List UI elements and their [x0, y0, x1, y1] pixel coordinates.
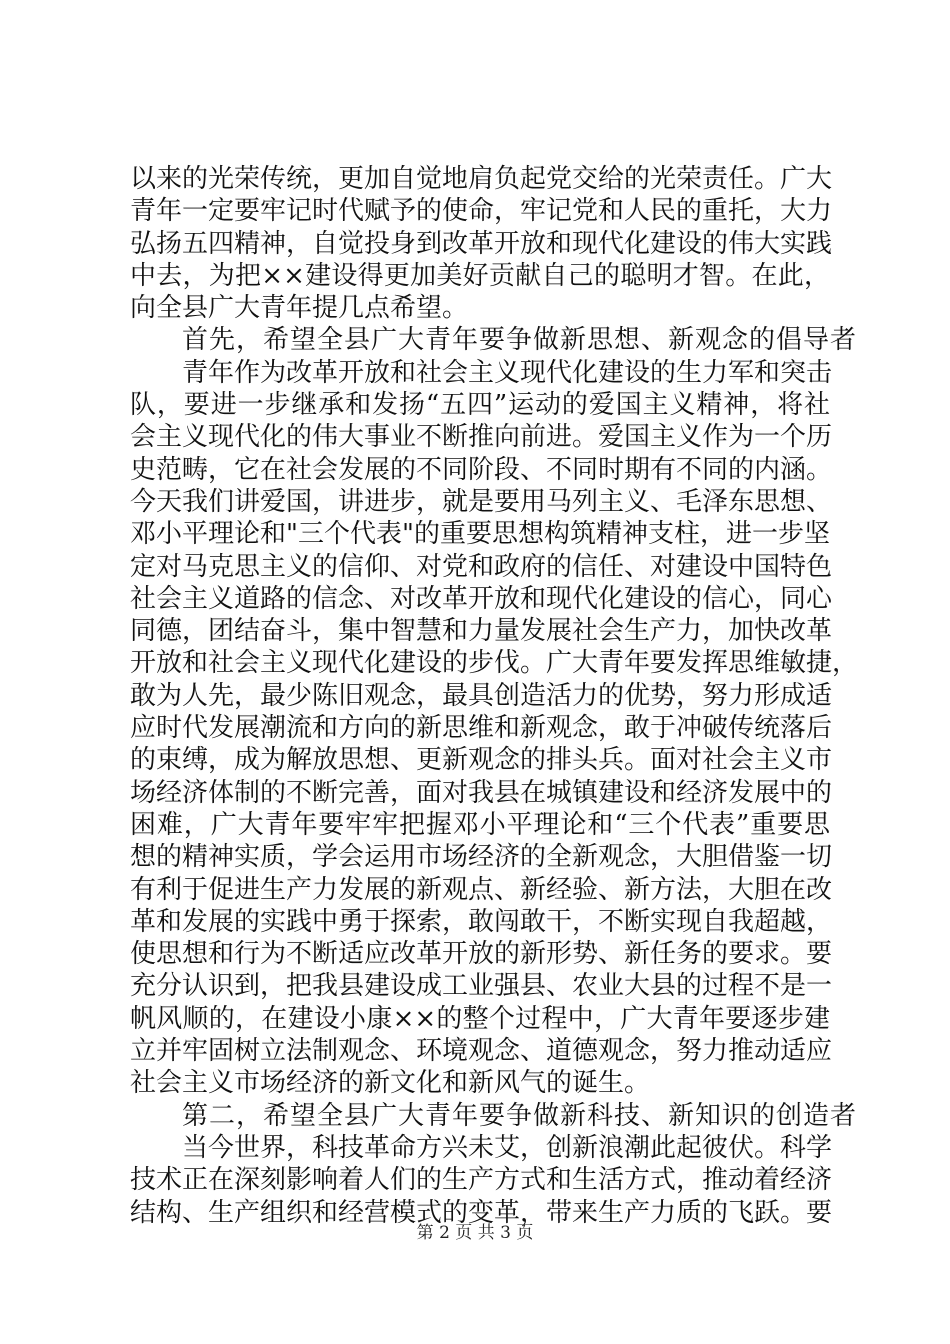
text-line: 帆风顺的，在建设小康××的整个过程中，广大青年要逐步建	[130, 1003, 830, 1034]
text-line: 有利于促进生产力发展的新观点、新经验、新方法，大胆在改	[130, 874, 833, 905]
text-line: 当今世界，科技革命方兴未艾，创新浪潮此起彼伏。科学	[182, 1132, 833, 1163]
text-line: 今天我们讲爱国，讲进步，就是要用马列主义、毛泽东思想、	[130, 486, 833, 517]
text-line: 向全县广大青年提几点希望。	[130, 293, 469, 324]
text-line: 社会主义市场经济的新文化和新风气的诞生。	[130, 1068, 651, 1099]
text-line: 青年一定要牢记时代赋予的使命，牢记党和人民的重托，大力	[130, 196, 833, 227]
text-line: 的束缚，成为解放思想、更新观念的排头兵。面对社会主义市	[130, 745, 833, 776]
text-line: 使思想和行为不断适应改革开放的新形势、新任务的要求。要	[130, 939, 833, 970]
page-footer: 第 2 页 共 3 页	[416, 1223, 534, 1243]
text-line: 中去，为把××建设得更加美好贡献自己的聪明才智。在此，	[130, 260, 830, 291]
text-line: 史范畴，它在社会发展的不同阶段、不同时期有不同的内涵。	[130, 454, 833, 485]
text-line: 充分认识到，把我县建设成工业强县、农业大县的过程不是一	[130, 971, 833, 1002]
section-heading: 第二，希望全县广大青年要争做新科技、新知识的创造者	[182, 1100, 858, 1131]
text-line: 队，要进一步继承和发扬“五四”运动的爱国主义精神，将社	[130, 390, 830, 421]
text-line: 定对马克思主义的信仰、对党和政府的信任、对建设中国特色	[130, 551, 833, 582]
text-line: 敢为人先，最少陈旧观念，最具创造活力的优势，努力形成适	[130, 680, 833, 711]
text-line: 技术正在深刻影响着人们的生产方式和生活方式，推动着经济	[130, 1165, 833, 1196]
text-line: 以来的光荣传统，更加自觉地肩负起党交给的光荣责任。广大	[130, 164, 833, 194]
text-line: 会主义现代化的伟大事业不断推向前进。爱国主义作为一个历	[130, 422, 833, 453]
text-line: 立并牢固树立法制观念、环境观念、道德观念，努力推动适应	[130, 1036, 833, 1067]
document-body	[130, 163, 859, 1229]
text-line: 结构、生产组织和经营模式的变革，带来生产力质的飞跃。要	[130, 1197, 833, 1228]
text-line: 同德，团结奋斗，集中智慧和力量发展社会生产力，加快改革	[130, 616, 833, 647]
text-line: 场经济体制的不断完善，面对我县在城镇建设和经济发展中的	[130, 777, 833, 808]
text-line: 困难，广大青年要牢牢把握邓小平理论和“三个代表”重要思	[130, 809, 830, 840]
text-line: 革和发展的实践中勇于探索，敢闯敢干，不断实现自我超越，	[130, 906, 833, 937]
section-heading: 首先，希望全县广大青年要争做新思想、新观念的倡导者	[182, 325, 858, 356]
text-line: 想的精神实质，学会运用市场经济的全新观念，大胆借鉴一切	[130, 842, 833, 873]
text-line: 弘扬五四精神，自觉投身到改革开放和现代化建设的伟大实践	[130, 228, 833, 259]
text-line: 青年作为改革开放和社会主义现代化建设的生力军和突击	[182, 357, 833, 388]
text-line: 应时代发展潮流和方向的新思维和新观念，敢于冲破传统落后	[130, 713, 833, 744]
text-line: 邓小平理论和"三个代表"的重要思想构筑精神支柱，进一步坚	[130, 519, 830, 550]
text-line: 社会主义道路的信念、对改革开放和现代化建设的信心，同心	[130, 583, 833, 614]
text-line: 开放和社会主义现代化建设的步伐。广大青年要发挥思维敏捷，	[130, 648, 859, 679]
